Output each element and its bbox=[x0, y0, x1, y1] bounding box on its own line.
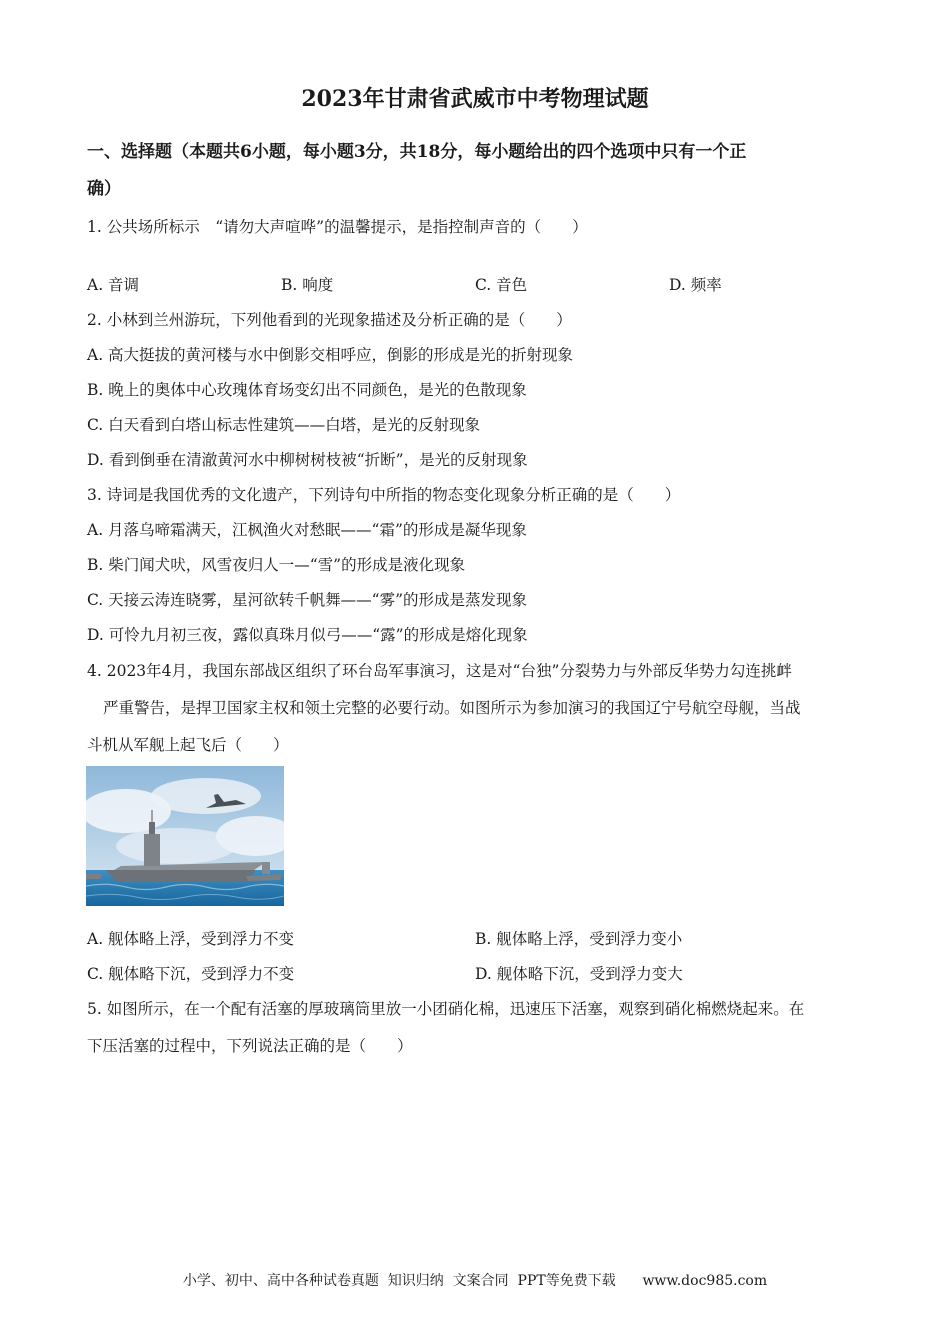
q1-option-a: A. 音调 bbox=[87, 276, 140, 294]
q1-option-b: B. 响度 bbox=[281, 276, 334, 294]
q3-stem: 3. 诗词是我国优秀的文化遗产，下列诗句中所指的物态变化现象分析正确的是（ ） bbox=[87, 486, 681, 504]
q4-stem-line3: 斗机从军舰上起飞后（ ） bbox=[87, 736, 289, 754]
page-title: 2023年甘肃省武威市中考物理试题 bbox=[301, 86, 649, 112]
section-heading: 一、选择题（本题共6小题，每小题3分，共18分，每小题给出的四个选项中只有一个正 bbox=[87, 142, 747, 162]
q3-option-a: A. 月落乌啼霜满天，江枫渔火对愁眠——“霜”的形成是凝华现象 bbox=[87, 521, 527, 539]
page-footer: 小学、初中、高中各种试卷真题 知识归纳 文案合同 PPT等免费下载 www.doc985.com bbox=[182, 1273, 768, 1289]
q4-option-d: D. 舰体略下沉，受到浮力变大 bbox=[475, 965, 683, 983]
q5-stem-line2: 下压活塞的过程中，下列说法正确的是（ ） bbox=[87, 1037, 413, 1055]
q4-option-c: C. 舰体略下沉，受到浮力不变 bbox=[87, 965, 295, 983]
q2-option-c: C. 白天看到白塔山标志性建筑——白塔，是光的反射现象 bbox=[87, 416, 481, 434]
q1-option-d: D. 频率 bbox=[669, 276, 722, 294]
q4-option-b: B. 舰体略上浮，受到浮力变小 bbox=[475, 930, 683, 948]
section-heading-cont: 确） bbox=[87, 179, 121, 199]
q3-option-b: B. 柴门闻犬吠，风雪夜归人一—“雪”的形成是液化现象 bbox=[87, 556, 466, 574]
q2-option-a: A. 高大挺拔的黄河楼与水中倒影交相呼应，倒影的形成是光的折射现象 bbox=[87, 346, 574, 364]
q1-stem: 1. 公共场所标示 “请勿大声喧哗”的温馨提示，是指控制声音的（ ） bbox=[87, 218, 588, 236]
q2-stem: 2. 小林到兰州游玩，下列他看到的光现象描述及分析正确的是（ ） bbox=[87, 311, 572, 329]
q4-option-a: A. 舰体略上浮，受到浮力不变 bbox=[87, 930, 295, 948]
q3-option-d: D. 可怜九月初三夜，露似真珠月似弓——“露”的形成是熔化现象 bbox=[87, 626, 528, 644]
aircraft-carrier-image bbox=[86, 766, 284, 906]
q2-option-d: D. 看到倒垂在清澈黄河水中柳树树枝被“折断”，是光的反射现象 bbox=[87, 451, 528, 469]
q4-stem-line2: 严重警告，是捍卫国家主权和领土完整的必要行动。如图所示为参加演习的我国辽宁号航空母舰，当战 bbox=[103, 699, 801, 717]
q3-option-c: C. 天接云涛连晓雾，星河欲转千帆舞——“雾”的形成是蒸发现象 bbox=[87, 591, 528, 609]
q1-option-c: C. 音色 bbox=[475, 276, 528, 294]
q4-stem-line1: 4. 2023年4月，我国东部战区组织了环台岛军事演习，这是对“台独”分裂势力与外部反华势力勾连挑衅 bbox=[87, 662, 792, 680]
q5-stem-line1: 5. 如图所示，在一个配有活塞的厚玻璃筒里放一小团硝化棉，迅速压下活塞，观察到硝化棉燃烧起来。在 bbox=[87, 1000, 805, 1018]
q2-option-b: B. 晚上的奥体中心玫瑰体育场变幻出不同颜色，是光的色散现象 bbox=[87, 381, 527, 399]
